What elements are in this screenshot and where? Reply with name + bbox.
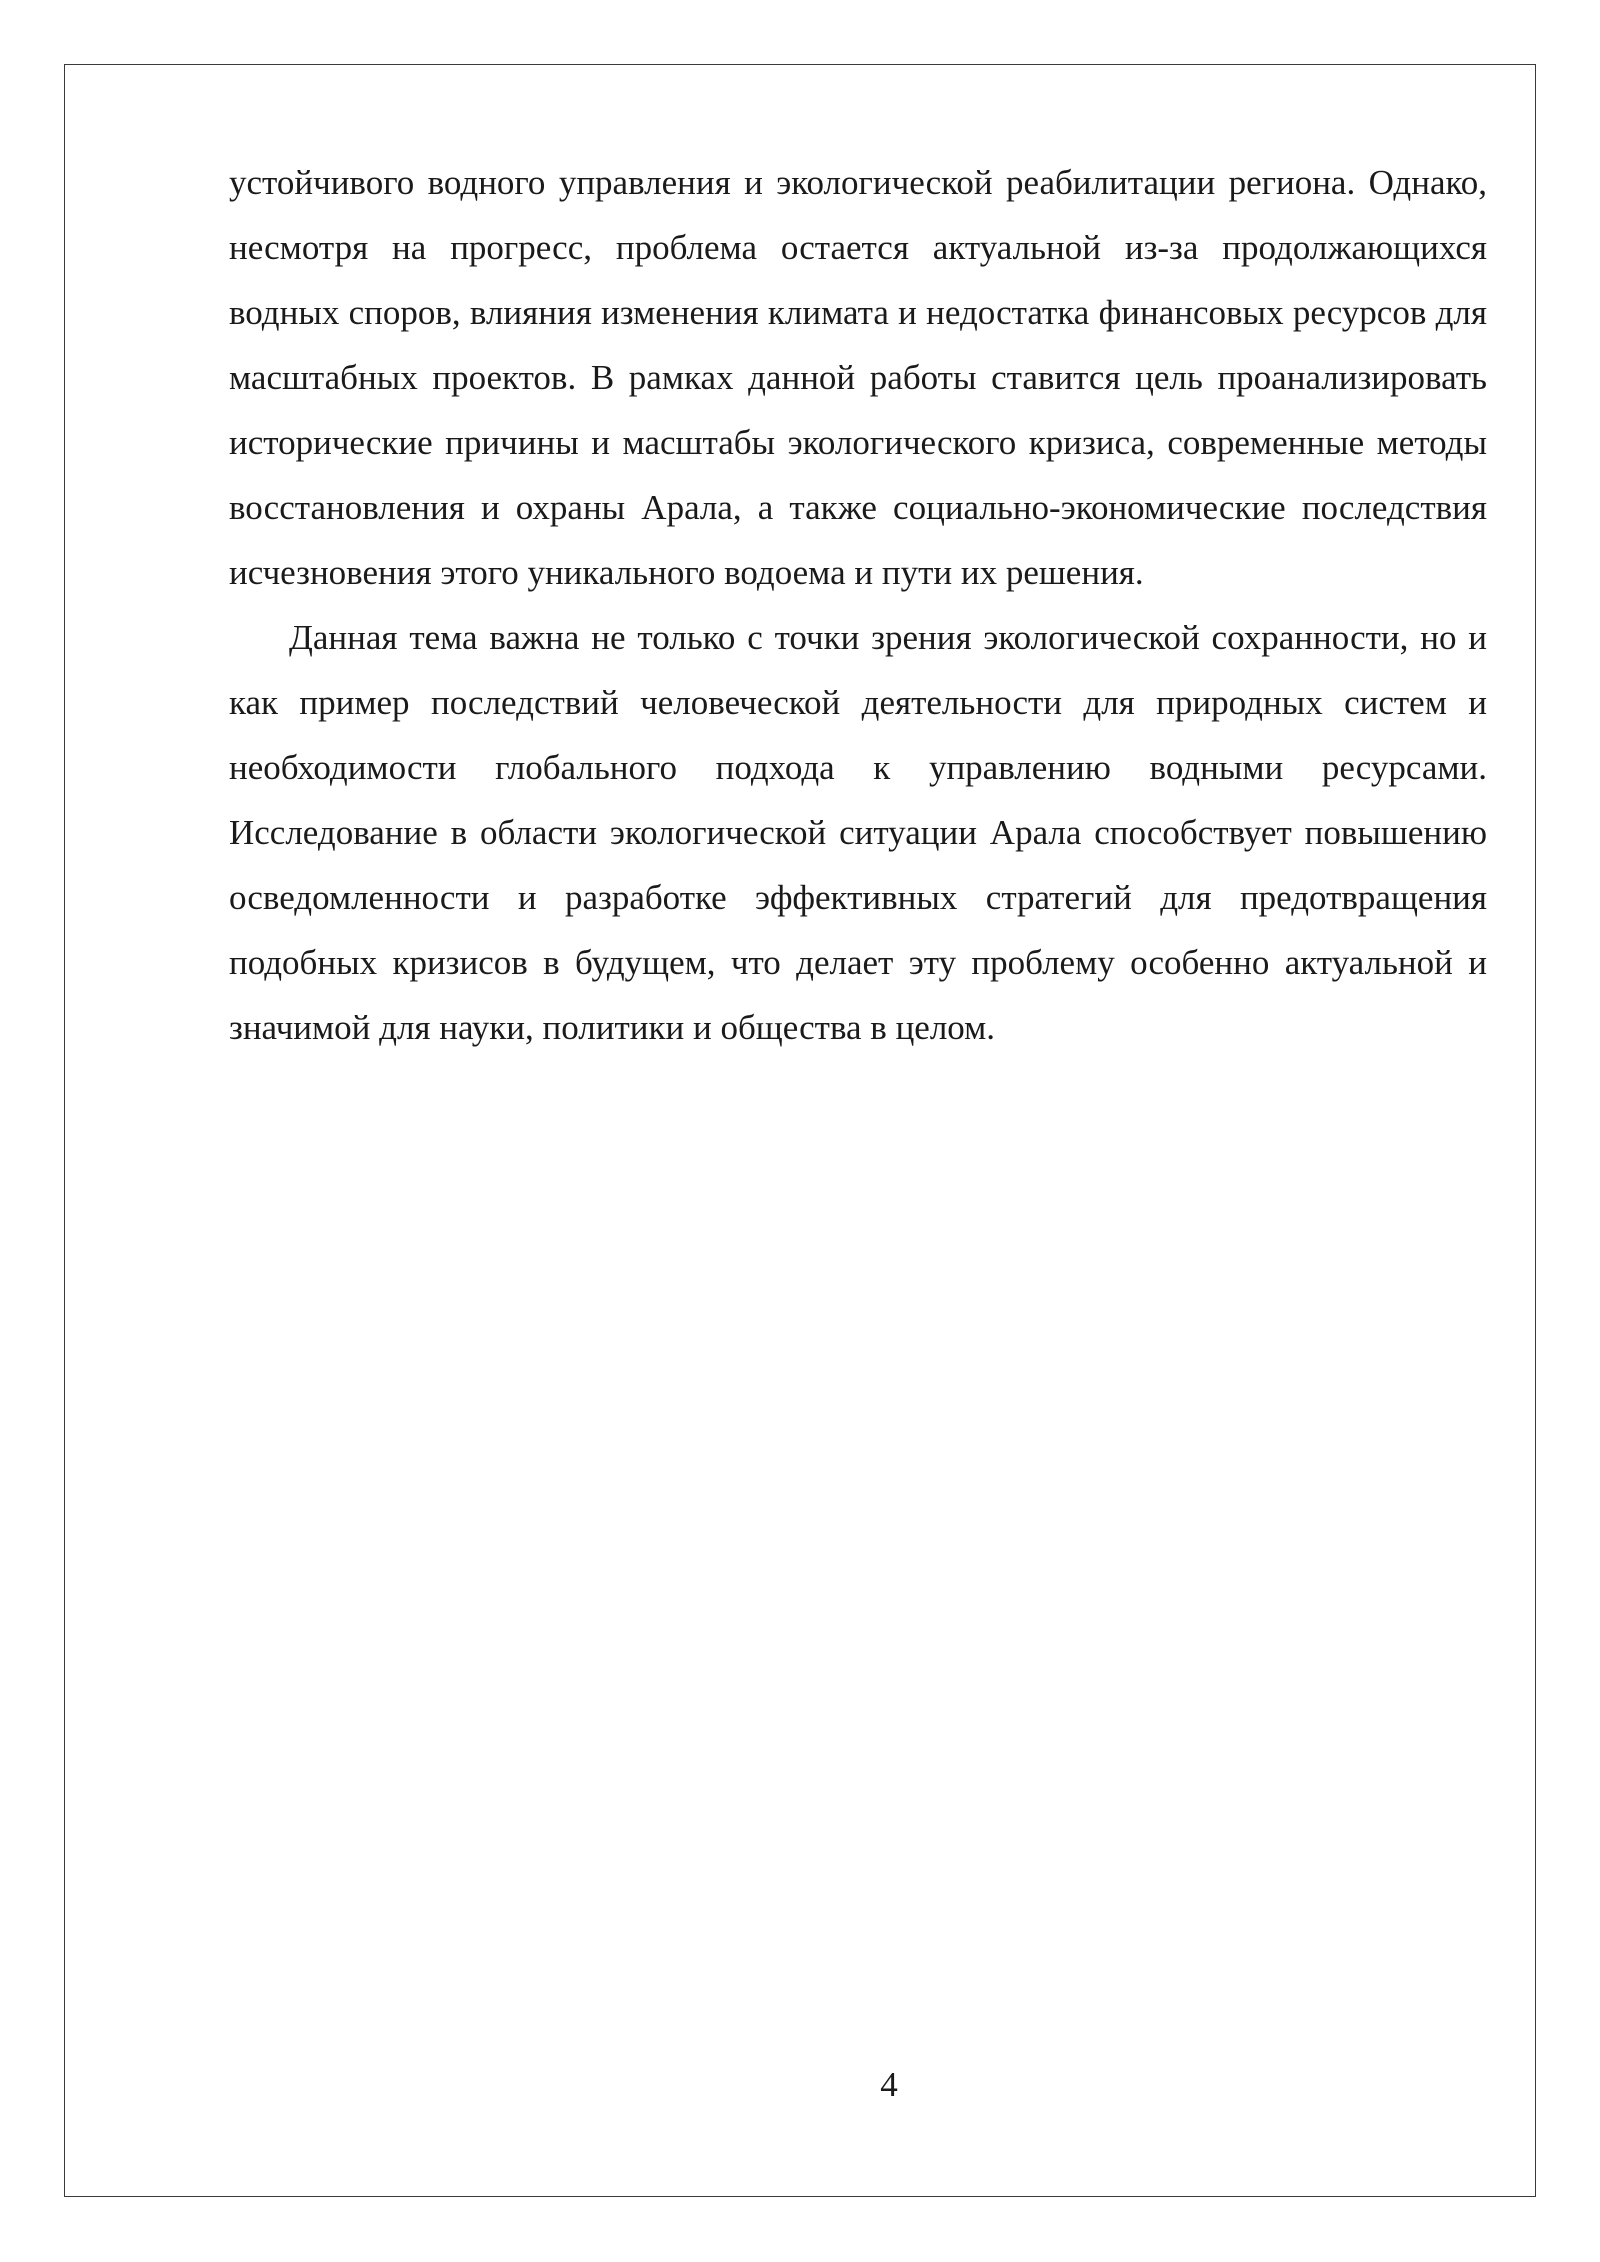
paragraph-topic-importance: Данная тема важна не только с точки зрения экологической сохранности, но и как пример последствий человеческой деятельности для природных систем и необходимости глобального подхода к управлению водными ресурсами. Исследование в области экологической ситуации Арала способствует повышению осведомленности и разработке эффективных стратегий для предотвращения подобных кризисов в будущем, что делает эту проблему особенно актуальной и значимой для науки, политики и общества в целом. [229, 618, 1487, 1047]
document-body [229, 150, 1487, 1060]
page-number: 4 [880, 2065, 898, 2104]
paragraph-continuation: устойчивого водного управления и экологической реабилитации региона. Однако, несмотря на прогресс, проблема остается актуальной из-за продолжающихся водных споров, влияния изменения климата и недостатка финансовых ресурсов для масштабных проектов. В рамках данной работы ставится цель проанализировать исторические причины и масштабы экологического кризиса, современные методы восстановления и охраны Арала, а также социально-экономические последствия исчезновения этого уникального водоема и пути их решения. [229, 163, 1487, 592]
